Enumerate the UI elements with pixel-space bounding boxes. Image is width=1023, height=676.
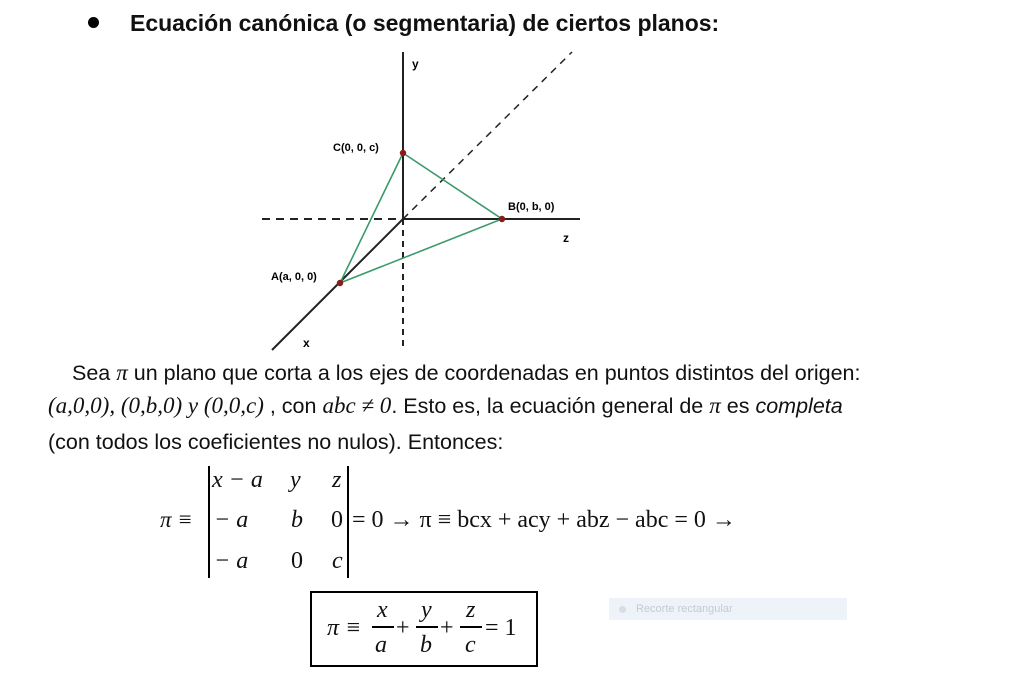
- point-b-dot: [499, 216, 505, 222]
- point-a-dot: [337, 280, 343, 286]
- det-cell-1-1: b: [291, 507, 303, 533]
- fraction-z-numerator: z: [466, 597, 476, 623]
- det-cell-1-0: − a: [214, 507, 249, 533]
- fraction-x-numerator: x: [377, 597, 388, 623]
- axis-z-label: z: [563, 231, 569, 245]
- sea-word: Sea: [72, 361, 111, 385]
- determinant-left-bar: [208, 466, 210, 578]
- plus-sign-2: +: [440, 615, 454, 641]
- x-axis-dashed: [403, 52, 572, 219]
- canonical-rhs: = 1: [485, 615, 517, 641]
- points-expression: (a,0,0), (0,b,0) y (0,0,c): [48, 393, 264, 418]
- plus-sign-1: +: [396, 615, 410, 641]
- point-a-label: A(a, 0, 0): [271, 271, 317, 283]
- completa-word: completa: [755, 394, 843, 418]
- fraction-y-bar: [416, 626, 438, 628]
- determinant-lhs: π ≡: [160, 507, 193, 532]
- con-word: , con: [269, 394, 317, 418]
- line1-text: un plano que corta a los ejes de coordenadas en puntos distintos del origen:: [133, 361, 861, 385]
- point-c-dot: [400, 150, 406, 156]
- snip-label: Recorte rectangular: [636, 603, 733, 615]
- det-cell-1-2: 0: [331, 507, 343, 533]
- snip-dot-icon: [619, 606, 626, 613]
- rectangular-snip-overlay[interactable]: [609, 598, 847, 620]
- fraction-x-bar: [372, 626, 394, 628]
- fraction-a-denominator: a: [375, 632, 387, 658]
- fraction-c-denominator: c: [465, 632, 476, 658]
- fraction-y-numerator: y: [421, 597, 432, 623]
- axis-x-label: x: [303, 336, 310, 350]
- paragraph-line-1: [72, 360, 861, 386]
- det-cell-0-0: x − a: [212, 467, 263, 493]
- abc-condition: abc ≠ 0: [322, 393, 392, 418]
- paragraph-line-3: (con todos los coeficientes no nulos). Entonces:: [48, 430, 504, 454]
- det-cell-0-1: y: [290, 467, 301, 493]
- axis-y-label: y: [412, 57, 419, 71]
- pi-symbol: π: [116, 360, 128, 385]
- es-word: es: [726, 394, 750, 418]
- point-b-label: B(0, b, 0): [508, 201, 555, 213]
- determinant-rhs: = 0 → π ≡ bcx + acy + abz − abc = 0 →: [352, 507, 736, 533]
- section-heading: Ecuación canónica (o segmentaria) de ciertos planos:: [130, 10, 720, 36]
- canonical-lhs: π ≡: [327, 615, 362, 641]
- point-c-label: C(0, 0, c): [333, 142, 379, 154]
- paragraph-line-2: [48, 393, 843, 419]
- det-cell-2-0: − a: [214, 548, 249, 574]
- line2-text: . Esto es, la ecuación general de: [391, 394, 704, 418]
- pi-symbol-2: π: [709, 393, 721, 418]
- det-cell-2-1: 0: [291, 548, 303, 574]
- fraction-b-denominator: b: [420, 632, 432, 658]
- det-cell-2-2: c: [332, 548, 343, 574]
- determinant-right-bar: [347, 466, 349, 578]
- fraction-z-bar: [460, 626, 482, 628]
- det-cell-0-2: z: [332, 467, 342, 493]
